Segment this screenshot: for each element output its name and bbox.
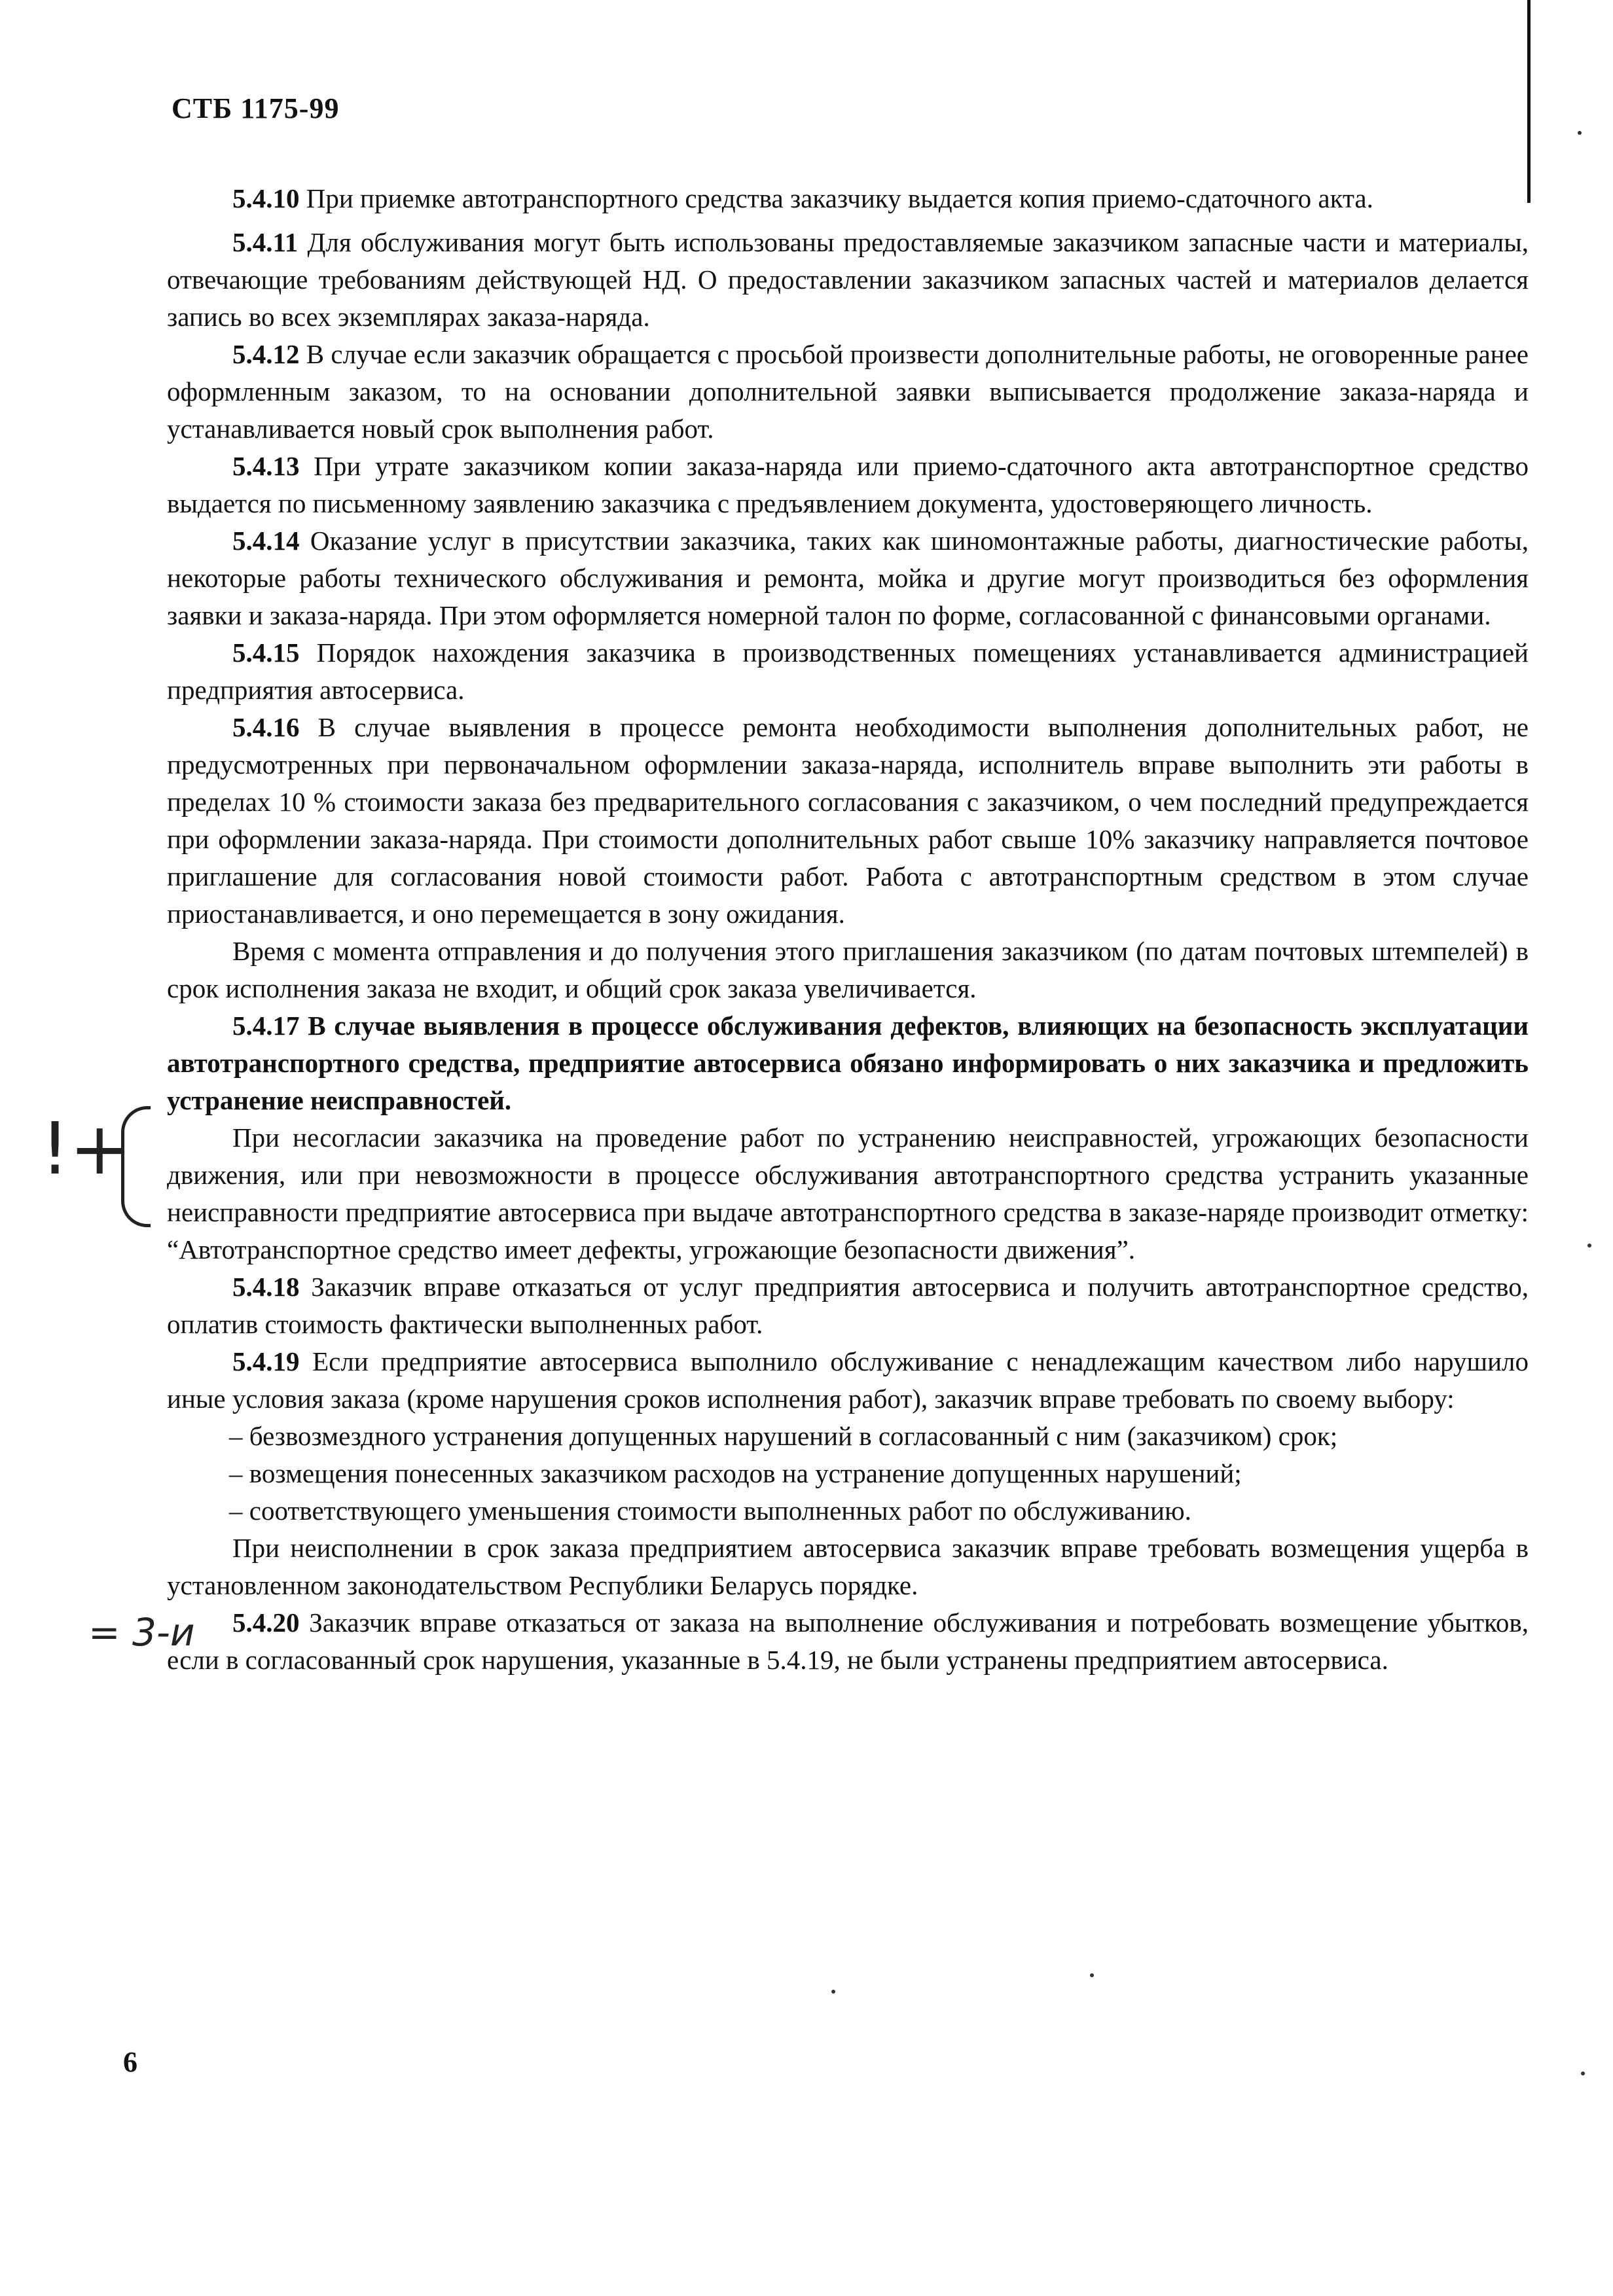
claims-list — [167, 1418, 1529, 1530]
paragraph-5-4-18: 5.4.18 Заказчик вправе отказаться от услуг предприятия автосервиса и получить автотранспортное средство, оплатив стоимость фактически выполненных работ. — [167, 1272, 1529, 1339]
paragraph-5-4-14: 5.4.14 Оказание услуг в присутствии заказчика, таких как шиномонтажные работы, диагностические работы, некоторые работы технического обслуживания и ремонта, мойка и другие могут производиться без оформления заявки и заказа-наряда. При этом оформляется номерной талон по форме, согласованной с финансовыми органами. — [167, 526, 1529, 630]
list-item: – соответствующего уменьшения стоимости выполненных работ по обслуживанию. — [229, 1496, 1191, 1526]
paragraph-5-4-17: 5.4.17 В случае выявления в процессе обслуживания дефектов, влияющих на безопасность эксплуатации автотранспортного средства, предприятие автосервиса обязано информировать о них заказчика и предложить устранение неисправностей. — [167, 1011, 1529, 1115]
document-code: СТБ 1175-99 — [172, 92, 340, 124]
paragraph-5-4-11: 5.4.11 Для обслуживания могут быть использованы предоставляемые заказчиком запасные части и материалы, отвечающие требованиям действующей НД. О предоставлении заказчиком запасных частей и материалов делается запись во всех экземплярах заказа-наряда. — [167, 227, 1529, 332]
list-item: – возмещения понесенных заказчиком расходов на устранение допущенных нарушений; — [229, 1458, 1242, 1488]
paragraph-5-4-16: 5.4.16 В случае выявления в процессе ремонта необходимости выполнения дополнительных работ, не предусмотренных при первоначальном оформлении заказа-наряда, исполнитель вправе выполнить эти работы в пределах 10 % стоимости заказа без предварительного согласования с заказчиком, о чем последний предупреждается при оформлении заказа-наряда. При стоимости дополнительных работ свыше 10% заказчику направляется почтовое приглашение для согласования новой стоимости работ. Работа с автотранспортным средством в этом случае приостанавливается, и оно перемещается в зону ожидания. — [167, 712, 1529, 929]
scan-edge-line — [1527, 0, 1531, 203]
document-body — [167, 173, 1529, 1679]
scan-speck — [1581, 2072, 1585, 2075]
paragraph-5-4-12: 5.4.12 В случае если заказчик обращается с просьбой произвести дополнительные работы, не оговоренные ранее оформленным заказом, то на основании дополнительной заявки выписывается продолжение заказа-наряда и устанавливается новый срок выполнения работ. — [167, 339, 1529, 444]
handwritten-plus-mark: !+ — [41, 1107, 130, 1191]
scan-speck — [1578, 131, 1582, 135]
paragraph-5-4-15: 5.4.15 Порядок нахождения заказчика в производственных помещениях устанавливается администрацией предприятия автосервиса. — [167, 637, 1529, 705]
paragraph-5-4-16-cont: Время с момента отправления и до получения этого приглашения заказчиком (по датам почтовых штемпелей) в срок исполнения заказа не входит, и общий срок заказа увеличивается. — [167, 936, 1529, 1003]
handwritten-list-mark: = 3-и — [88, 1610, 195, 1655]
paragraph-5-4-19: 5.4.19 Если предприятие автосервиса выполнило обслуживание с ненадлежащим качеством либо нарушило иные условия заказа (кроме нарушения сроков исполнения работ), заказчик вправе требовать по своему выбору: — [167, 1346, 1529, 1414]
paragraph-5-4-19-cont: При неисполнении в срок заказа предприятием автосервиса заказчик вправе требовать возмещения ущерба в установленном законодательством Республики Беларусь порядке. — [167, 1533, 1529, 1600]
paragraph-5-4-20: 5.4.20 Заказчик вправе отказаться от заказа на выполнение обслуживания и потребовать возмещение убытков, если в согласованный срок нарушения, указанные в 5.4.19, не были устранены предприятием автосервиса. — [167, 1607, 1529, 1675]
handwritten-bracket — [121, 1106, 151, 1227]
page-number: 6 — [123, 2046, 137, 2078]
scan-speck — [1090, 1973, 1094, 1977]
scan-speck — [1587, 1244, 1591, 1247]
paragraph-5-4-17-cont: При несогласии заказчика на проведение работ по устранению неисправностей, угрожающих безопасности движения, или при невозможности в процессе обслуживания автотранспортного средства устранить указанные неисправности предприятие автосервиса при выдаче автотранспортного средства в заказе-наряде производит отметку: “Автотранспортное средство имеет дефекты, угрожающие безопасности движения”. — [167, 1122, 1529, 1265]
paragraph-5-4-10: 5.4.10 При приемке автотранспортного средства заказчику выдается копия приемо-сдаточного акта. — [232, 183, 1373, 213]
list-item: – безвозмездного устранения допущенных нарушений в согласованный с ним (заказчиком) срок; — [229, 1421, 1338, 1451]
scan-speck — [831, 1990, 835, 1994]
paragraph-5-4-13: 5.4.13 При утрате заказчиком копии заказа-наряда или приемо-сдаточного акта автотранспортное средство выдается по письменному заявлению заказчика с предъявлением документа, удостоверяющего личность. — [167, 451, 1529, 518]
